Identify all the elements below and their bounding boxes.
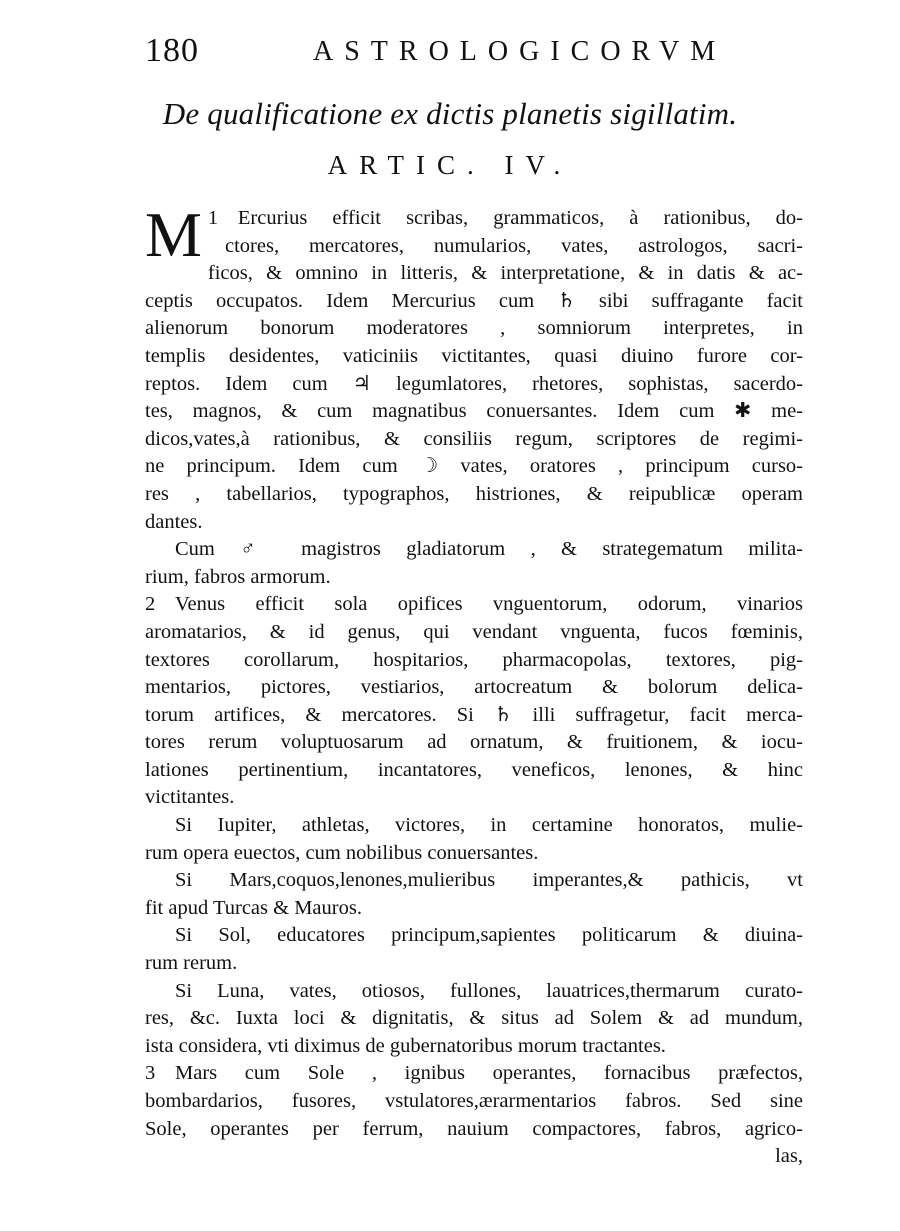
text-line: res, &c. Iuxta loci & dignitatis, & situs ad Solem & ad mundum,: [145, 1007, 803, 1030]
text-line: dantes.: [145, 510, 203, 533]
text-line: victitantes.: [145, 786, 235, 809]
page-header: [145, 28, 805, 76]
paragraph-number: 1: [207, 207, 219, 229]
text-line: Cum ♂ magistros gladiatorum , & strategematum milita-: [175, 538, 803, 561]
paragraph-mercury-mars: [145, 536, 803, 591]
paragraph-sol: [145, 922, 803, 977]
text-line: ceptis occupatos. Idem Mercurius cum ♄ sibi suffragante facit: [145, 289, 803, 312]
text-line: ctores, mercatores, numularios, vates, astrologos, sacri-: [225, 234, 803, 257]
text-line: Si Mars,coquos,lenones,mulieribus imperantes,& pathicis, vt: [175, 869, 803, 892]
text-line: rum rerum.: [145, 952, 238, 975]
text-line: Si Sol, educatores principum,sapientes politicarum & diuina-: [175, 924, 803, 947]
text-line: bombardarios, fusores, vstulatores,ærarmentarios fabros. Sed sine: [145, 1090, 803, 1112]
text-line: res , tabellarios, typographos, histriones, & reipublicæ operam: [145, 482, 803, 505]
paragraph-mars: [145, 867, 803, 922]
text-line: ista considera, vti diximus de gubernatoribus morum tractantes.: [145, 1034, 666, 1057]
text-line: Si Luna, vates, otiosos, fullones, lauatrices,thermarum curato-: [175, 979, 803, 1002]
text-line: textores corollarum, hospitarios, pharmacopolas, textores, pig-: [145, 648, 803, 671]
text-line: tes, magnos, & cum magnatibus conuersantes. Idem cum ✱ me-: [145, 400, 803, 423]
text-line: lationes pertinentium, incantatores, veneficos, lenones, & hinc: [145, 758, 803, 781]
text-line: 1 M Ercurius efficit scribas, grammaticos, à rationibus, do-: [145, 199, 803, 270]
text-line: mentarios, pictores, vestiarios, artocreatum & bolorum delica-: [145, 676, 803, 699]
text-line: Sole, operantes per ferrum, nauium compactores, fabros, agrico-: [145, 1117, 803, 1140]
text-line: aromatarios, & id genus, qui vendant vnguenta, fucos fœminis,: [145, 620, 803, 643]
paragraph-1: [145, 199, 803, 536]
text-line: rium, fabros armorum.: [145, 565, 331, 588]
text-line: dicos,vates,à rationibus, & consiliis regum, scriptores de regimi-: [145, 427, 803, 450]
body-text: [145, 199, 803, 1171]
paragraph-2: [145, 591, 803, 812]
text-line: reptos. Idem cum ♃ legumlatores, rhetores, sophistas, sacerdo-: [145, 372, 803, 395]
text-line: las,: [775, 1145, 803, 1168]
paragraph-number: 3: [145, 1062, 156, 1085]
text-line: 3 Mars cum Sole , ignibus operantes, fornacibus præfectos,: [145, 1060, 803, 1088]
running-title: ASTROLOGICORVM: [313, 36, 727, 67]
paragraph-number: 2: [145, 593, 156, 616]
paragraph-3: [145, 1060, 803, 1170]
text-line: Si Iupiter, athletas, victores, in certamine honoratos, mulie-: [175, 814, 803, 837]
article-heading: ARTIC. IV.: [327, 150, 573, 180]
paragraph-luna: [145, 978, 803, 1061]
text-line: alienorum bonorum moderatores , somniorum interpretes, in: [145, 317, 803, 340]
text-line: rum opera euectos, cum nobilibus conuersantes.: [145, 841, 539, 864]
page-number: 180: [145, 32, 199, 69]
drop-cap: M: [145, 199, 202, 270]
text-line: ficos, & omnino in litteris, & interpretatione, & in datis & ac-: [207, 262, 803, 285]
section-title: De qualificatione ex dictis planetis sigillatim.: [162, 96, 738, 131]
text-line: templis desidentes, vaticiniis victitantes, quasi diuino furore cor-: [145, 344, 803, 367]
text-line: ne principum. Idem cum ☽ vates, oratores , principum curso-: [145, 455, 803, 478]
text-line: fit apud Turcas & Mauros.: [145, 896, 362, 919]
paragraph-jupiter: [145, 812, 803, 867]
text-line: tores rerum voluptuosarum ad ornatum, & fruitionem, & iocu-: [145, 731, 803, 754]
text-line: 2 Venus efficit sola opifices vnguentorum, odorum, vinarios: [145, 591, 803, 619]
text-line: torum artifices, & mercatores. Si ♄ illi suffragetur, facit merca-: [145, 703, 803, 726]
